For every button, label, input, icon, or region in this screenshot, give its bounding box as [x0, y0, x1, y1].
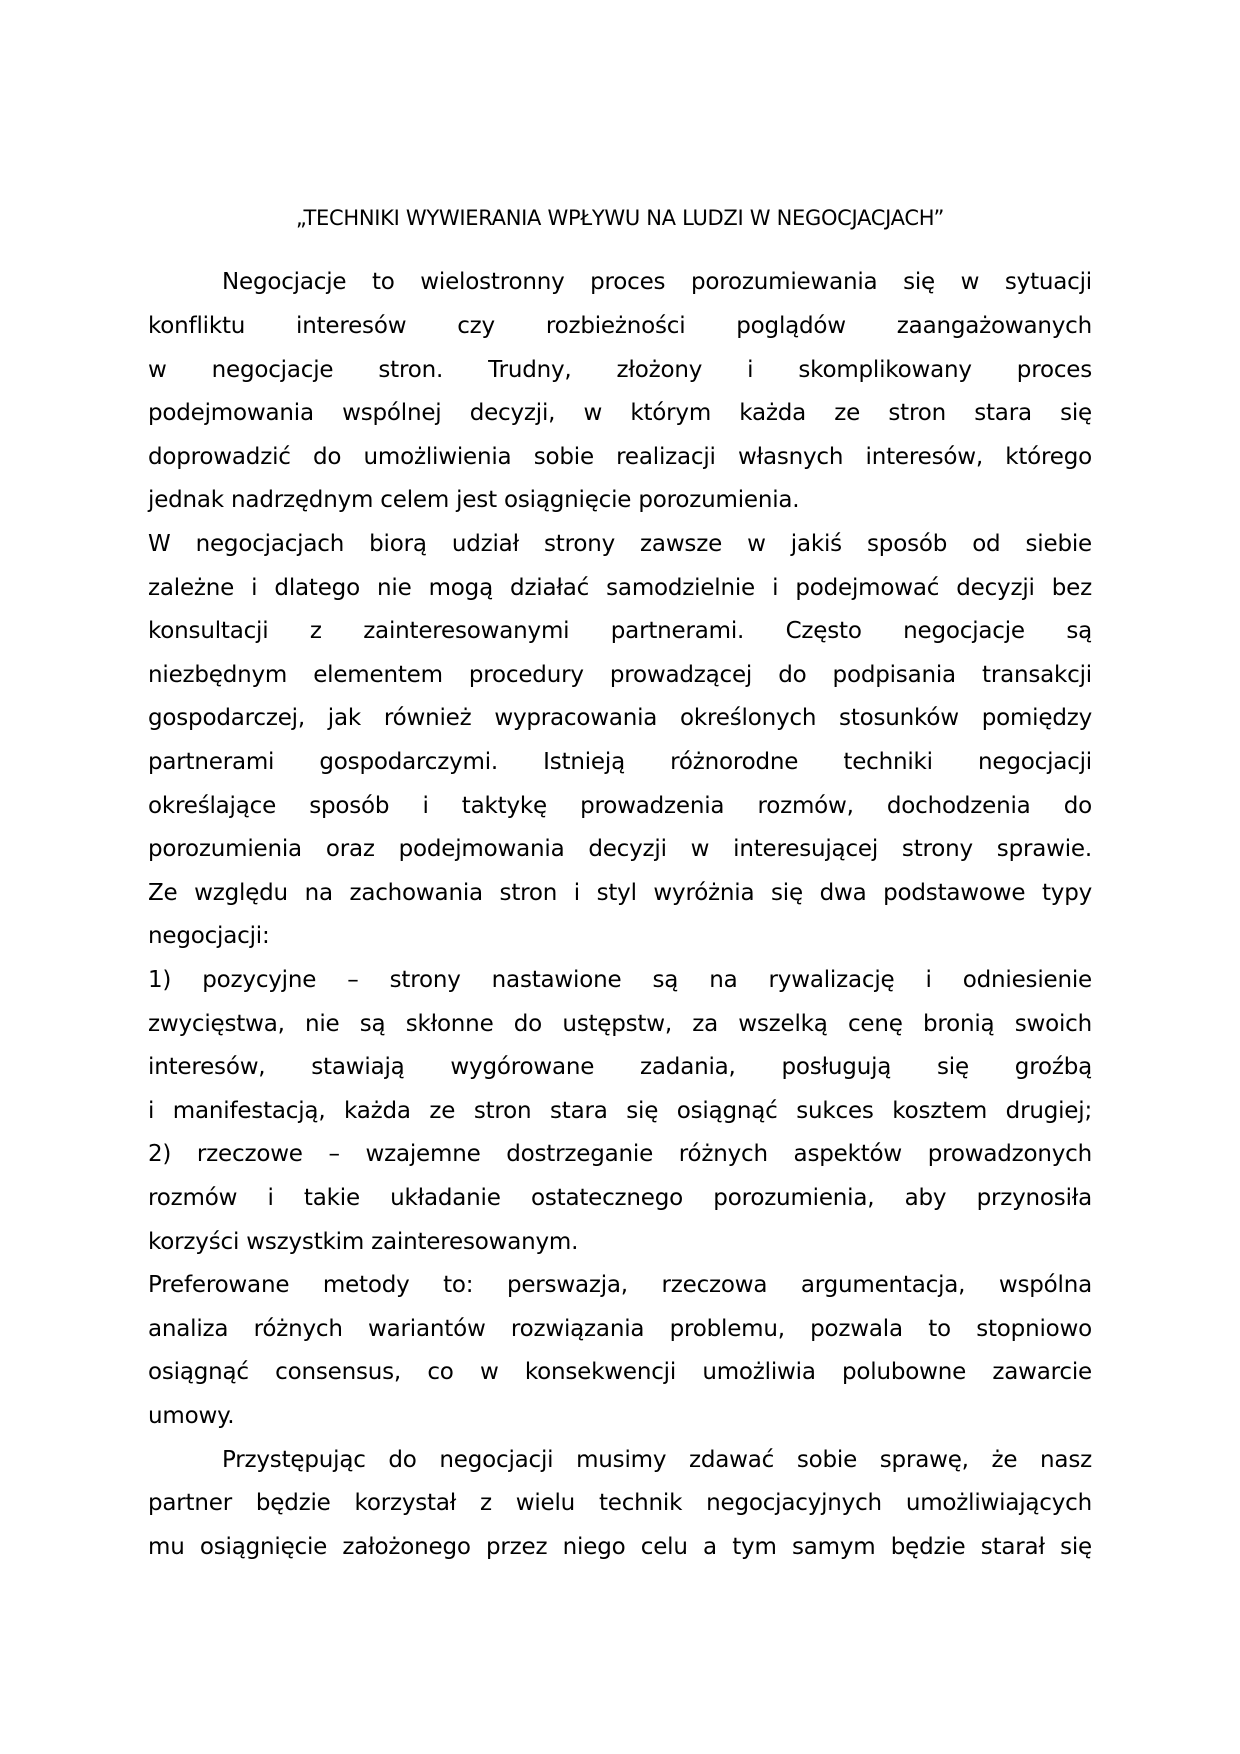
text-line: niezbędnym elementem procedury prowadzącej do podpisania transakcji — [148, 662, 1092, 688]
text-line: rozmów i takie układanie ostatecznego porozumienia, aby przynosiła — [148, 1185, 1092, 1211]
text-line: analiza różnych wariantów rozwiązania problemu, pozwala to stopniowo — [148, 1316, 1092, 1342]
text-line: umowy. — [148, 1403, 235, 1429]
text-line: Preferowane metody to: perswazja, rzeczowa argumentacja, wspólna — [148, 1272, 1092, 1298]
text-line: W negocjacjach biorą udział strony zawsze w jakiś sposób od siebie — [148, 531, 1092, 557]
text-line: podejmowania wspólnej decyzji, w którym każda ze stron stara się — [148, 400, 1092, 426]
text-line: Przystępując do negocjacji musimy zdawać sobie sprawę, że nasz — [222, 1447, 1092, 1473]
text-line: i manifestacją, każda ze stron stara się osiągnąć sukces kosztem drugiej; — [148, 1098, 1092, 1124]
text-line: w negocjacje stron. Trudny, złożony i skomplikowany proces — [148, 357, 1092, 383]
text-line: konfliktu interesów czy rozbieżności poglądów zaangażowanych — [148, 313, 1092, 339]
text-line: konsultacji z zainteresowanymi partnerami. Często negocjacje są — [148, 618, 1092, 644]
text-line: korzyści wszystkim zainteresowanym. — [148, 1229, 579, 1255]
text-line: 2) rzeczowe – wzajemne dostrzeganie różnych aspektów prowadzonych — [148, 1141, 1092, 1167]
text-line: 1) pozycyjne – strony nastawione są na rywalizację i odniesienie — [148, 967, 1092, 993]
text-line: doprowadzić do umożliwienia sobie realizacji własnych interesów, którego — [148, 444, 1092, 470]
text-line: Ze względu na zachowania stron i styl wyróżnia się dwa podstawowe typy — [148, 880, 1092, 906]
text-line: Negocjacje to wielostronny proces porozumiewania się w sytuacji — [222, 269, 1092, 295]
text-line: zwycięstwa, nie są skłonne do ustępstw, za wszelką cenę bronią swoich — [148, 1011, 1092, 1037]
text-line: gospodarczej, jak również wypracowania określonych stosunków pomiędzy — [148, 705, 1092, 731]
document-title: „TECHNIKI WYWIERANIA WPŁYWU NA LUDZI W NEGOCJACJACH” — [295, 206, 945, 230]
text-line: partnerami gospodarczymi. Istnieją różnorodne techniki negocjacji — [148, 749, 1092, 775]
text-line: partner będzie korzystał z wielu technik negocjacyjnych umożliwiających — [148, 1490, 1092, 1516]
text-line: zależne i dlatego nie mogą działać samodzielnie i podejmować decyzji bez — [148, 575, 1092, 601]
text-line: jednak nadrzędnym celem jest osiągnięcie porozumienia. — [148, 487, 800, 513]
text-line: negocjacji: — [148, 923, 270, 949]
text-line: interesów, stawiają wygórowane zadania, posługują się groźbą — [148, 1054, 1092, 1080]
text-line: porozumienia oraz podejmowania decyzji w interesującej strony sprawie. — [148, 836, 1092, 862]
text-line: określające sposób i taktykę prowadzenia rozmów, dochodzenia do — [148, 793, 1092, 819]
text-line: mu osiągnięcie założonego przez niego celu a tym samym będzie starał się — [148, 1534, 1092, 1560]
text-line: osiągnąć consensus, co w konsekwencji umożliwia polubowne zawarcie — [148, 1359, 1092, 1385]
